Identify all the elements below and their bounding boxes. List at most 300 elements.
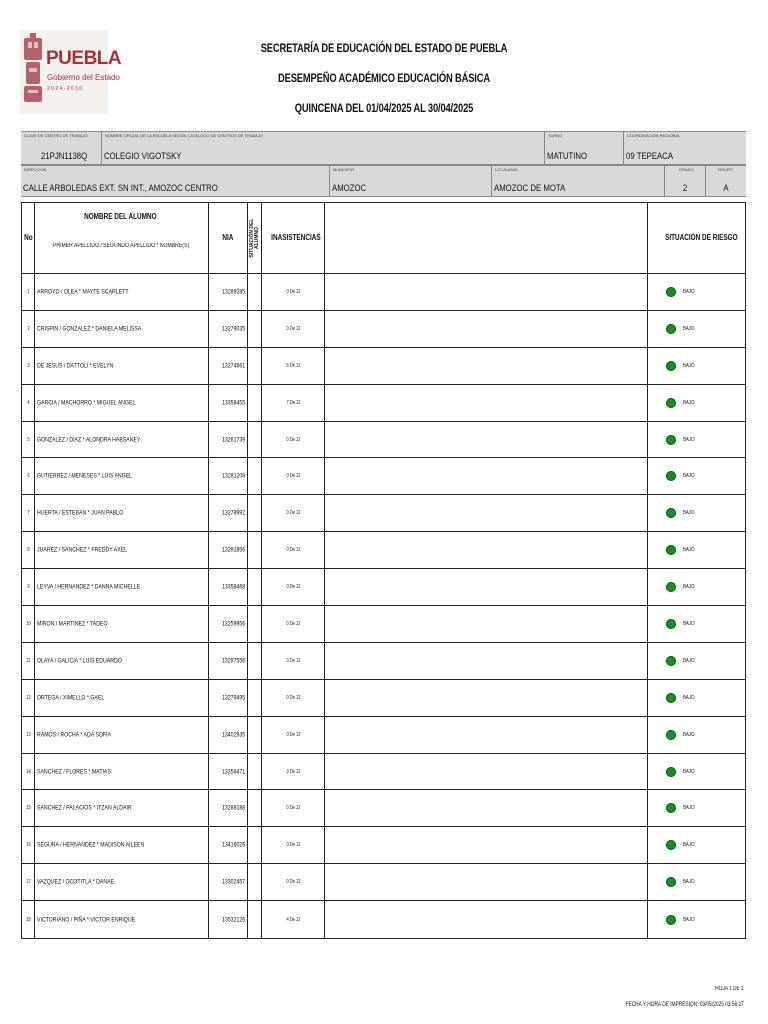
row-blank-cell xyxy=(325,458,648,494)
row-riesgo-cell xyxy=(648,680,745,716)
row-nia: 13358455 xyxy=(222,399,246,407)
school-header-row-2 xyxy=(21,165,746,197)
row-nia-cell xyxy=(209,680,248,716)
row-name: SEGURA / HERNANDEZ * MADISON AILEEN xyxy=(37,841,145,849)
row-nia-cell xyxy=(209,458,248,494)
row-blank-cell xyxy=(325,864,648,900)
row-no: 8 xyxy=(27,547,30,554)
row-situacion-cell xyxy=(248,274,262,310)
row-inasistencias: 0 De 12 xyxy=(286,288,301,295)
row-inasistencias-cell xyxy=(262,348,325,384)
row-name: DE JESUS / DATTOLI * EVELYN xyxy=(37,362,114,370)
row-no-cell xyxy=(22,643,35,679)
risk-indicator-dot xyxy=(666,840,676,850)
row-no-cell xyxy=(22,569,35,605)
row-no: 18 xyxy=(26,916,31,923)
row-no: 1 xyxy=(27,288,30,295)
row-situacion-cell xyxy=(248,790,262,826)
row-riesgo-cell xyxy=(648,790,745,826)
row-no: 11 xyxy=(26,657,31,664)
row-nia-cell xyxy=(209,311,248,347)
risk-indicator-dot xyxy=(666,435,676,445)
row-no: 6 xyxy=(27,473,30,480)
row-nia-cell xyxy=(209,385,248,421)
row-riesgo: BAJO xyxy=(683,842,695,849)
turno-label: TURNO xyxy=(548,133,563,138)
row-blank-cell xyxy=(325,717,648,753)
row-name: LEYVA / HERNANDEZ * DANNA MICHELLE xyxy=(37,583,141,591)
row-inasistencias-cell xyxy=(262,643,325,679)
risk-indicator-dot xyxy=(666,619,676,629)
row-inasistencias: 0 De 12 xyxy=(286,694,301,701)
row-riesgo-cell xyxy=(648,532,745,568)
row-nia: 13261739 xyxy=(222,436,246,443)
row-inasistencias: 3 De 12 xyxy=(286,657,301,664)
header-no xyxy=(22,203,35,273)
row-inasistencias-cell xyxy=(262,458,325,494)
municipio-value: AMOZOC xyxy=(332,183,367,194)
row-name: HUERTA / ESTEBAN * JUAN PABLO xyxy=(37,509,124,517)
row-nia-cell xyxy=(209,274,248,310)
row-name-cell xyxy=(35,717,209,753)
row-nia: 13289285 xyxy=(222,288,246,296)
row-inasistencias-cell xyxy=(262,274,325,310)
grado-value: 2 xyxy=(682,183,688,194)
row-inasistencias: 0 De 12 xyxy=(286,436,301,443)
row-nia: 13297556 xyxy=(222,657,246,665)
table-row xyxy=(22,274,745,311)
cct-value: 21PJN1138Q xyxy=(41,151,88,162)
row-name-cell xyxy=(35,901,209,938)
row-riesgo: BAJO xyxy=(683,288,695,295)
row-inasistencias: 3 De 12 xyxy=(286,768,301,775)
row-no-cell xyxy=(22,348,35,384)
row-name-cell xyxy=(35,606,209,642)
risk-indicator-dot xyxy=(666,324,676,334)
header-nia xyxy=(209,203,248,273)
risk-indicator-dot xyxy=(666,877,676,887)
header-name xyxy=(35,203,209,273)
row-inasistencias: 0 De 12 xyxy=(286,325,301,332)
row-riesgo-cell xyxy=(648,717,745,753)
row-situacion-cell xyxy=(248,606,262,642)
row-riesgo: BAJO xyxy=(683,547,695,554)
risk-indicator-dot xyxy=(666,803,676,813)
row-riesgo: BAJO xyxy=(683,768,695,775)
row-name-cell xyxy=(35,532,209,568)
row-inasistencias: 0 De 12 xyxy=(286,842,301,849)
row-name-cell xyxy=(35,569,209,605)
grupo-value: A xyxy=(723,183,729,194)
row-name-cell xyxy=(35,385,209,421)
row-riesgo-cell xyxy=(648,495,745,531)
table-row xyxy=(22,532,745,569)
row-riesgo: BAJO xyxy=(683,399,695,406)
row-no: 3 xyxy=(27,362,30,369)
row-name-cell xyxy=(35,827,209,863)
row-inasistencias: 0 De 12 xyxy=(286,473,301,480)
row-name-cell xyxy=(35,790,209,826)
row-name-cell xyxy=(35,680,209,716)
school-header-row-1 xyxy=(21,131,746,165)
row-riesgo: BAJO xyxy=(683,325,695,332)
row-name: JUAREZ / SANCHEZ * FREDDY AXEL xyxy=(37,546,128,554)
header-nia-label: NIA xyxy=(222,233,234,242)
row-no-cell xyxy=(22,606,35,642)
grado-cell xyxy=(664,166,705,196)
logo-years: 2 0 2 4 - 2 0 3 0 xyxy=(47,86,83,92)
row-blank-cell xyxy=(325,274,648,310)
row-no: 4 xyxy=(27,399,30,406)
row-name: RAMOS / ROCHA * ADA SOFIA xyxy=(37,731,111,739)
row-nia-cell xyxy=(209,864,248,900)
row-riesgo: BAJO xyxy=(683,805,695,812)
row-riesgo-cell xyxy=(648,827,745,863)
row-riesgo-cell xyxy=(648,901,745,938)
table-row xyxy=(22,827,745,864)
row-no: 12 xyxy=(26,694,31,701)
table-row xyxy=(22,717,745,754)
row-situacion-cell xyxy=(248,680,262,716)
row-nia: 13358468 xyxy=(222,583,246,591)
row-nia: 13288188 xyxy=(222,804,246,812)
risk-indicator-dot xyxy=(666,508,676,518)
row-situacion-cell xyxy=(248,864,262,900)
localidad-value: AMOZOC DE MOTA xyxy=(494,183,566,194)
row-no-cell xyxy=(22,532,35,568)
row-name-cell xyxy=(35,458,209,494)
grupo-label: GRUPO xyxy=(718,167,733,172)
row-nia-cell xyxy=(209,348,248,384)
row-no-cell xyxy=(22,901,35,938)
row-inasistencias-cell xyxy=(262,422,325,458)
risk-indicator-dot xyxy=(666,471,676,481)
risk-indicator-dot xyxy=(666,656,676,666)
row-inasistencias: 4 De 12 xyxy=(286,916,301,923)
header-name-sub: PRIMER APELLIDO / SEGUNDO APELLIDO * NOMBRE(S) xyxy=(53,243,190,249)
row-riesgo: BAJO xyxy=(683,510,695,517)
row-riesgo: BAJO xyxy=(683,657,695,664)
row-no: 2 xyxy=(27,325,30,332)
row-riesgo-cell xyxy=(648,385,745,421)
risk-indicator-dot xyxy=(666,545,676,555)
table-row xyxy=(22,422,745,459)
title-secretaria: SECRETARÍA DE EDUCACIÓN DEL ESTADO DE PUEBLA xyxy=(260,41,508,55)
row-situacion-cell xyxy=(248,827,262,863)
row-nia-cell xyxy=(209,901,248,938)
row-inasistencias-cell xyxy=(262,569,325,605)
row-inasistencias: 0 De 12 xyxy=(286,584,301,591)
grado-label: GRADO xyxy=(679,167,694,172)
row-nia: 13532126 xyxy=(222,916,246,924)
table-row xyxy=(22,606,745,643)
row-no: 5 xyxy=(27,436,30,443)
direccion-value: CALLE ARBOLEDAS EXT. SN INT., AMOZOC CENTRO xyxy=(23,183,218,194)
print-timestamp: FECHA Y HORA DE IMPRESIÓN: 03/05/2025 03:56:27 xyxy=(625,1002,744,1008)
row-nia: 13302457 xyxy=(222,878,246,886)
header-situacion xyxy=(248,203,262,273)
row-no: 14 xyxy=(26,768,31,775)
row-nia: 13358471 xyxy=(222,768,246,776)
risk-indicator-dot xyxy=(666,730,676,740)
row-name: SANCHEZ / FLORES * MATIAS xyxy=(37,768,111,776)
document-titles xyxy=(200,40,568,130)
row-name: GONZALEZ / DIAZ * ALONDRA HABSANEY xyxy=(37,436,141,443)
row-name: MIRON / MARTINEZ * TADEO xyxy=(37,620,108,628)
row-name-cell xyxy=(35,274,209,310)
row-no: 16 xyxy=(26,842,31,849)
row-name: VICTORIANO / PIÑA * VICTOR ENRIQUE xyxy=(37,916,136,924)
row-riesgo: BAJO xyxy=(683,436,695,443)
row-no: 13 xyxy=(26,731,31,738)
row-no-cell xyxy=(22,458,35,494)
row-nia-cell xyxy=(209,790,248,826)
puebla-logo xyxy=(20,30,122,114)
row-blank-cell xyxy=(325,606,648,642)
risk-indicator-dot xyxy=(666,767,676,777)
table-row xyxy=(22,864,745,901)
row-situacion-cell xyxy=(248,717,262,753)
row-riesgo-cell xyxy=(648,458,745,494)
row-situacion-cell xyxy=(248,311,262,347)
page-count: HOJA 1 DE 1 xyxy=(715,986,744,992)
row-riesgo-cell xyxy=(648,274,745,310)
row-situacion-cell xyxy=(248,754,262,790)
row-riesgo-cell xyxy=(648,606,745,642)
logo-tagline: Gobierno del Estado xyxy=(47,73,120,82)
title-desempeno: DESEMPEÑO ACADÉMICO EDUCACIÓN BÁSICA xyxy=(278,71,490,85)
row-riesgo-cell xyxy=(648,864,745,900)
row-blank-cell xyxy=(325,532,648,568)
table-row xyxy=(22,311,745,348)
row-name: ARROYO / OLEA * MAYTE SCARLETT xyxy=(37,288,129,296)
row-inasistencias: 6 De 12 xyxy=(286,362,301,369)
cct-label: CLAVE DE CENTRO DE TRABAJO xyxy=(24,133,88,138)
students-table xyxy=(21,202,746,939)
row-inasistencias: 0 De 12 xyxy=(286,510,301,517)
row-name-cell xyxy=(35,422,209,458)
table-row xyxy=(22,643,745,680)
table-row xyxy=(22,790,745,827)
row-situacion-cell xyxy=(248,901,262,938)
direccion-label: DIRECCIÓN xyxy=(24,167,47,172)
table-row xyxy=(22,348,745,385)
table-row xyxy=(22,495,745,532)
row-no-cell xyxy=(22,422,35,458)
row-inasistencias: 0 De 12 xyxy=(286,620,301,627)
row-no: 17 xyxy=(26,879,31,886)
header-no-label: No xyxy=(24,233,33,242)
row-blank-cell xyxy=(325,495,648,531)
row-inasistencias: 0 De 12 xyxy=(286,879,301,886)
row-inasistencias-cell xyxy=(262,827,325,863)
row-riesgo-cell xyxy=(648,311,745,347)
row-situacion-cell xyxy=(248,458,262,494)
risk-indicator-dot xyxy=(666,915,676,925)
turno-cell xyxy=(544,132,623,164)
row-blank-cell xyxy=(325,348,648,384)
row-nia-cell xyxy=(209,827,248,863)
row-riesgo-cell xyxy=(648,422,745,458)
header-situacion-label: SITUACIÓN DEL ALUMNO xyxy=(249,218,260,258)
row-blank-cell xyxy=(325,827,648,863)
row-blank-cell xyxy=(325,680,648,716)
header-blank xyxy=(325,203,648,273)
row-nia: 13278992 xyxy=(222,509,246,517)
row-blank-cell xyxy=(325,901,648,938)
row-no: 15 xyxy=(26,805,31,812)
row-name: VAZQUEZ / OCOTITLA * DANAE xyxy=(37,878,115,886)
row-no-cell xyxy=(22,274,35,310)
row-nia-cell xyxy=(209,717,248,753)
table-row xyxy=(22,754,745,791)
row-no: 10 xyxy=(26,620,31,627)
row-nia-cell xyxy=(209,754,248,790)
row-riesgo: BAJO xyxy=(683,694,695,701)
row-inasistencias-cell xyxy=(262,532,325,568)
row-blank-cell xyxy=(325,311,648,347)
row-riesgo: BAJO xyxy=(683,916,695,923)
row-no-cell xyxy=(22,311,35,347)
risk-indicator-dot xyxy=(666,361,676,371)
grupo-cell xyxy=(705,166,746,196)
row-name: GUTIERREZ / MENESES * LUIS ANGEL xyxy=(37,472,133,480)
header-name-label: NOMBRE DEL ALUMNO xyxy=(84,212,157,221)
table-row xyxy=(22,901,745,938)
school-name-label: NOMBRE OFICIAL DE LA ESCUELA SEGÚN CATÁLOGO DE CENTROS DE TRABAJO xyxy=(105,133,263,138)
row-nia-cell xyxy=(209,532,248,568)
header-inasistencias xyxy=(262,203,325,273)
row-inasistencias: 0 De 12 xyxy=(286,805,301,812)
row-nia-cell xyxy=(209,606,248,642)
row-name-cell xyxy=(35,495,209,531)
row-inasistencias: 0 De 12 xyxy=(286,547,301,554)
row-nia: 13402935 xyxy=(222,731,246,739)
row-situacion-cell xyxy=(248,385,262,421)
row-name: SANCHEZ / PALACIOS * ITZAN ALDAIR xyxy=(37,804,132,812)
table-row xyxy=(22,569,745,606)
row-riesgo-cell xyxy=(648,348,745,384)
row-no-cell xyxy=(22,864,35,900)
row-inasistencias-cell xyxy=(262,606,325,642)
row-no: 7 xyxy=(27,510,30,517)
row-inasistencias-cell xyxy=(262,680,325,716)
row-riesgo: BAJO xyxy=(683,731,695,738)
municipio-cell xyxy=(329,166,491,196)
coordinacion-cell xyxy=(623,132,746,164)
row-blank-cell xyxy=(325,754,648,790)
risk-indicator-dot xyxy=(666,287,676,297)
row-nia: 13279035 xyxy=(222,325,246,333)
row-name: ORTEGA / XIMELLO * GAEL xyxy=(37,694,105,702)
row-inasistencias-cell xyxy=(262,311,325,347)
row-blank-cell xyxy=(325,385,648,421)
row-inasistencias-cell xyxy=(262,864,325,900)
row-nia: 13281208 xyxy=(222,472,246,480)
school-name-cell xyxy=(101,132,544,164)
row-name-cell xyxy=(35,754,209,790)
row-name-cell xyxy=(35,348,209,384)
row-blank-cell xyxy=(325,569,648,605)
row-riesgo: BAJO xyxy=(683,879,695,886)
row-situacion-cell xyxy=(248,643,262,679)
row-nia: 13416026 xyxy=(222,841,246,849)
row-situacion-cell xyxy=(248,348,262,384)
risk-indicator-dot xyxy=(666,693,676,703)
table-row xyxy=(22,458,745,495)
title-quincena: QUINCENA DEL 01/04/2025 AL 30/04/2025 xyxy=(294,101,474,115)
row-nia-cell xyxy=(209,569,248,605)
logo-brand: PUEBLA xyxy=(46,48,122,69)
row-name: GARCIA / MACHORRO * MIGUEL ANGEL xyxy=(37,399,136,407)
row-inasistencias: 7 De 12 xyxy=(286,399,301,406)
localidad-label: LOCALIDAD xyxy=(495,167,518,172)
coordinacion-value: 09 TEPEACA xyxy=(626,151,674,162)
row-blank-cell xyxy=(325,422,648,458)
localidad-cell xyxy=(491,166,664,196)
row-name: CRISPIN / GONZALEZ * DANIELA MELISSA xyxy=(37,325,142,333)
row-nia-cell xyxy=(209,422,248,458)
turno-value: MATUTINO xyxy=(547,151,588,162)
row-situacion-cell xyxy=(248,532,262,568)
row-inasistencias-cell xyxy=(262,754,325,790)
row-no-cell xyxy=(22,385,35,421)
row-no-cell xyxy=(22,680,35,716)
municipio-label: MUNICIPIO xyxy=(333,167,355,172)
table-row xyxy=(22,385,745,422)
row-no-cell xyxy=(22,790,35,826)
row-riesgo: BAJO xyxy=(683,362,695,369)
row-name: OLAYA / GALICIA * LUIS EDUARDO xyxy=(37,657,122,665)
row-no-cell xyxy=(22,827,35,863)
row-situacion-cell xyxy=(248,495,262,531)
row-riesgo: BAJO xyxy=(683,473,695,480)
row-riesgo-cell xyxy=(648,643,745,679)
row-riesgo: BAJO xyxy=(683,620,695,627)
row-riesgo-cell xyxy=(648,754,745,790)
row-inasistencias-cell xyxy=(262,385,325,421)
row-nia-cell xyxy=(209,643,248,679)
row-riesgo: BAJO xyxy=(683,584,695,591)
row-name-cell xyxy=(35,643,209,679)
header-riesgo xyxy=(648,203,745,273)
row-situacion-cell xyxy=(248,422,262,458)
risk-indicator-dot xyxy=(666,582,676,592)
row-no-cell xyxy=(22,754,35,790)
row-inasistencias-cell xyxy=(262,790,325,826)
direccion-cell xyxy=(21,166,329,196)
row-nia: 13259956 xyxy=(222,620,246,628)
row-nia: 13274661 xyxy=(222,362,246,370)
row-name-cell xyxy=(35,311,209,347)
row-no-cell xyxy=(22,495,35,531)
table-row xyxy=(22,680,745,717)
row-situacion-cell xyxy=(248,569,262,605)
row-inasistencias: 0 De 12 xyxy=(286,731,301,738)
row-blank-cell xyxy=(325,643,648,679)
table-body xyxy=(22,274,745,938)
row-nia: 13291856 xyxy=(222,546,246,554)
row-no: 9 xyxy=(27,584,30,591)
table-header xyxy=(22,203,745,274)
row-riesgo-cell xyxy=(648,569,745,605)
school-name-value: COLEGIO VIGOTSKY xyxy=(104,151,182,162)
risk-indicator-dot xyxy=(666,398,676,408)
row-name-cell xyxy=(35,864,209,900)
row-nia-cell xyxy=(209,495,248,531)
row-inasistencias-cell xyxy=(262,901,325,938)
coordinacion-label: COORDINACIÓN REGIONAL xyxy=(627,133,681,138)
